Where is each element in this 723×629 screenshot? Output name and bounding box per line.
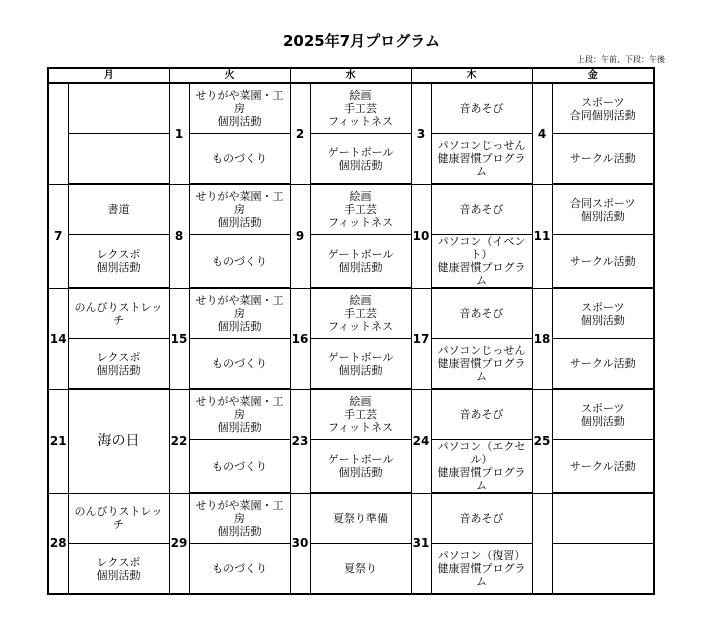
afternoon-activity: [310, 235, 411, 289]
activity-text: ゲートボール: [327, 248, 394, 261]
date-number: [48, 83, 68, 184]
date-number: 11: [532, 184, 552, 288]
activity-text: 夏祭り: [344, 562, 377, 575]
activity-text: 夏祭り準備: [333, 512, 388, 525]
activity-text: 個別活動: [580, 209, 625, 223]
activity-text: ものづくり: [212, 357, 267, 370]
date-number: 28: [48, 493, 68, 594]
activity-text: 個別活動: [96, 568, 141, 582]
date-number: [532, 493, 552, 594]
morning-activity: [310, 83, 411, 134]
afternoon-activity: [552, 544, 654, 595]
activity-text: ゲートボール: [327, 145, 394, 159]
morning-activity: [68, 493, 169, 544]
afternoon-activity: [189, 235, 290, 289]
week-row-morning: [48, 83, 654, 134]
activity-text: フィットネス: [327, 320, 393, 333]
activity-text: 個別活動: [217, 115, 262, 128]
activity-text: 個別活動: [217, 216, 262, 229]
morning-activity: [189, 288, 290, 339]
activity-text: 書道: [107, 203, 130, 216]
morning-activity: [431, 493, 532, 544]
activity-text: ゲートボール: [327, 350, 394, 364]
date-number: 24: [411, 389, 431, 493]
activity-text: 絵画: [349, 89, 372, 102]
week-row-afternoon: [48, 544, 654, 595]
afternoon-activity: [431, 235, 532, 289]
week-row-morning: [48, 288, 654, 339]
afternoon-activity: [431, 134, 532, 185]
date-number: 9: [290, 184, 310, 288]
activity-text: サークル活動: [569, 254, 636, 268]
activity-text: サークル活動: [569, 357, 636, 370]
date-number: 1: [169, 83, 189, 184]
morning-activity: [552, 389, 654, 440]
schedule-note: 上段：午前、下段：午後: [577, 55, 665, 64]
afternoon-activity: [431, 440, 532, 494]
week-row-afternoon: [48, 235, 654, 289]
morning-activity: [68, 288, 169, 339]
afternoon-activity: [310, 544, 411, 595]
afternoon-activity: [68, 544, 169, 595]
afternoon-activity: [310, 440, 411, 494]
afternoon-activity: [189, 440, 290, 494]
activity-text: フィットネス: [327, 216, 393, 229]
activity-text: 健康習慣プログラム: [437, 466, 526, 492]
activity-text: スポーツ: [580, 95, 625, 109]
week-row-morning: [48, 184, 654, 235]
activity-text: 音あそび: [459, 203, 504, 216]
weekday-header: 月: [48, 68, 169, 83]
afternoon-activity: [552, 339, 654, 390]
date-number: 4: [532, 83, 552, 184]
date-number: 16: [290, 288, 310, 389]
date-number: 23: [290, 389, 310, 493]
activity-text: ゲートボール: [327, 453, 394, 466]
date-number: 21: [48, 389, 68, 493]
activity-text: 個別活動: [338, 261, 383, 274]
activity-text: 絵画: [349, 190, 372, 203]
holiday-cell: [68, 389, 169, 493]
week-row-afternoon: [48, 339, 654, 390]
activity-text: のんびりストレッチ: [74, 300, 163, 327]
activity-text: 合同個別活動: [569, 108, 636, 122]
activity-text: 音あそび: [459, 512, 504, 525]
activity-text: 個別活動: [338, 158, 383, 172]
activity-text: 健康習慣プログラム: [437, 261, 526, 287]
morning-activity: [431, 83, 532, 134]
calendar-body: [48, 83, 654, 594]
activity-text: レクスポ: [96, 555, 141, 569]
date-number: 17: [411, 288, 431, 389]
activity-text: 健康習慣プログラム: [437, 357, 526, 383]
date-number: 2: [290, 83, 310, 184]
activity-text: 個別活動: [580, 414, 625, 428]
weekday-header: 金: [532, 68, 654, 83]
morning-activity: [310, 184, 411, 235]
morning-activity: [68, 83, 169, 134]
morning-activity: [431, 184, 532, 235]
activity-text: せりがや菜園・工房: [195, 294, 284, 320]
activity-text: 手工芸: [344, 408, 377, 421]
date-number: 10: [411, 184, 431, 288]
morning-activity: [552, 83, 654, 134]
afternoon-activity: [310, 339, 411, 390]
afternoon-activity: [552, 235, 654, 289]
activity-text: 個別活動: [338, 363, 383, 377]
weekday-header: 火: [169, 68, 290, 83]
week-row-morning: [48, 493, 654, 544]
activity-text: 個別活動: [96, 261, 141, 274]
afternoon-activity: [310, 134, 411, 185]
activity-text: ものづくり: [212, 562, 267, 575]
activity-text: ものづくり: [212, 152, 267, 165]
activity-text: 海の日: [97, 432, 140, 449]
activity-text: 音あそび: [459, 102, 504, 115]
activity-text: パソコン（復習）: [437, 549, 526, 562]
activity-text: 絵画: [349, 294, 372, 307]
afternoon-activity: [431, 339, 532, 390]
afternoon-activity: [552, 134, 654, 185]
activity-text: 絵画: [349, 395, 372, 408]
afternoon-activity: [552, 440, 654, 494]
activity-text: パソコン（エクセル）: [437, 440, 526, 466]
afternoon-activity: [68, 134, 169, 185]
date-number: 15: [169, 288, 189, 389]
date-number: 18: [532, 288, 552, 389]
morning-activity: [310, 493, 411, 544]
morning-activity: [189, 493, 290, 544]
activity-text: 個別活動: [217, 421, 262, 434]
afternoon-activity: [189, 134, 290, 185]
activity-text: パソコン（イベント）: [437, 235, 526, 261]
morning-activity: [189, 389, 290, 440]
activity-text: 音あそび: [459, 408, 504, 421]
activity-text: ものづくり: [212, 254, 267, 268]
morning-activity: [552, 493, 654, 544]
activity-text: フィットネス: [327, 115, 393, 128]
activity-text: 手工芸: [344, 307, 377, 320]
activity-text: 健康習慣プログラム: [437, 562, 526, 588]
afternoon-activity: [189, 544, 290, 595]
morning-activity: [431, 389, 532, 440]
afternoon-activity: [189, 339, 290, 390]
activity-text: のんびりストレッチ: [74, 505, 163, 532]
activity-text: 合同スポーツ: [569, 196, 636, 210]
activity-text: レクスポ: [96, 248, 141, 261]
activity-text: サークル活動: [569, 459, 636, 473]
activity-text: せりがや菜園・工房: [195, 190, 284, 216]
activity-text: 個別活動: [338, 466, 383, 479]
page-title: 2025年7月プログラム: [282, 32, 441, 50]
activity-text: スポーツ: [580, 300, 625, 314]
date-number: 3: [411, 83, 431, 184]
activity-text: せりがや菜園・工房: [195, 499, 284, 525]
activity-text: 健康習慣プログラム: [437, 152, 526, 178]
date-number: 7: [48, 184, 68, 288]
date-number: 8: [169, 184, 189, 288]
activity-text: レクスポ: [96, 350, 141, 364]
program-calendar: [47, 67, 655, 595]
date-number: 30: [290, 493, 310, 594]
afternoon-activity: [68, 235, 169, 289]
morning-activity: [189, 184, 290, 235]
activity-text: パソコンじっせん: [437, 344, 526, 357]
date-number: 14: [48, 288, 68, 389]
morning-activity: [552, 184, 654, 235]
activity-text: 手工芸: [344, 102, 377, 115]
weekday-header: 水: [290, 68, 411, 83]
morning-activity: [310, 288, 411, 339]
activity-text: パソコンじっせん: [437, 139, 526, 152]
activity-text: 個別活動: [580, 313, 625, 327]
morning-activity: [189, 83, 290, 134]
activity-text: せりがや菜園・工房: [195, 395, 284, 421]
afternoon-activity: [68, 339, 169, 390]
activity-text: 音あそび: [459, 307, 504, 320]
date-number: 22: [169, 389, 189, 493]
morning-activity: [310, 389, 411, 440]
activity-text: 個別活動: [96, 363, 141, 377]
morning-activity: [552, 288, 654, 339]
week-row-afternoon: [48, 134, 654, 185]
date-number: 29: [169, 493, 189, 594]
activity-text: 手工芸: [344, 203, 377, 216]
activity-text: スポーツ: [580, 401, 625, 415]
activity-text: サークル活動: [569, 152, 636, 165]
afternoon-activity: [431, 544, 532, 595]
date-number: 25: [532, 389, 552, 493]
activity-text: せりがや菜園・工房: [195, 89, 284, 115]
morning-activity: [431, 288, 532, 339]
morning-activity: [68, 184, 169, 235]
weekday-header: 木: [411, 68, 532, 83]
weekday-header-row: [48, 68, 654, 83]
week-row-morning: [48, 389, 654, 440]
activity-text: フィットネス: [327, 421, 393, 434]
activity-text: 個別活動: [217, 525, 262, 538]
activity-text: ものづくり: [212, 459, 267, 473]
activity-text: 個別活動: [217, 320, 262, 333]
date-number: 31: [411, 493, 431, 594]
